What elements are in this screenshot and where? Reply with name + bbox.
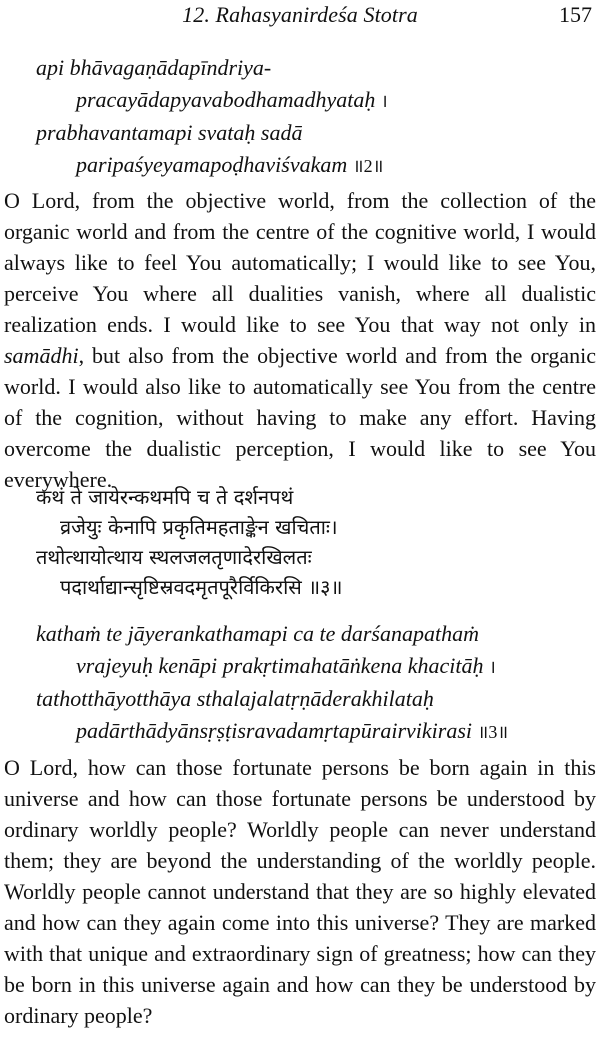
verse-line: kathaṁ te jāyerankathamapi ca te darśanapathaṁ	[36, 621, 479, 646]
verse-3-devanagari	[36, 482, 586, 602]
verse-line: api bhāvagaṇādapīndriya-	[36, 55, 272, 80]
verse-2-transliteration	[36, 52, 586, 182]
paragraph-verse-3-commentary: O Lord, how can those fortunate persons be born again in this universe and how can those fortunate persons be understood by ordinary worldly people? Worldly people can never understand them; they are beyond the understanding of the worldly people. Worldly people cannot understand that they are so highly elevated and how can they again come into this universe? They are marked with that unique and extraordinary sign of greatness; how can they be born in this universe again and how can they be understood by ordinary people?	[4, 755, 596, 1028]
verse-number: ॥2॥	[352, 155, 384, 176]
verse-line: vrajeyuḥ kenāpi prakṛtimahatāṅkena khacitāḥ ।	[76, 652, 496, 678]
devanagari-line: तथोत्थायोत्थाय स्थलजलतृणादेरखिलतः	[36, 545, 312, 569]
verse-number: ॥3॥	[477, 721, 509, 742]
running-header-title: 12. Rahasyanirdeśa Stotra	[182, 2, 418, 27]
italic-term: samādhi	[4, 343, 79, 368]
verse-3-transliteration	[36, 618, 586, 748]
verse-line: pracayādapyavabodhamadhyataḥ ।	[76, 86, 388, 112]
verse-line: tathotthāyotthāya sthalajalatṛṇāderakhilataḥ	[36, 686, 434, 711]
devanagari-line: कथं ते जायेरन्कथमपि च ते दर्शनपथं	[36, 485, 294, 509]
verse-line: prabhavantamapi svataḥ sadā	[36, 120, 303, 145]
devanagari-line: पदार्थाद्यान्सृष्टिस्रवदमृतपूरैर्विकिरसि ॥३॥	[60, 575, 343, 599]
verse-line: paripaśyeyamapoḍhaviśvakam ॥2॥	[76, 151, 384, 177]
devanagari-line: व्रजेयुः केनापि प्रकृतिमहताङ्केन खचिताः।	[60, 515, 338, 539]
verse-line: padārthādyānsṛṣṭisravadamṛtapūrairvikirasi ॥3॥	[76, 717, 509, 743]
verse-danda: ।	[489, 656, 496, 677]
paragraph-verse-2-commentary: O Lord, from the objective world, from the collection of the organic world and from the centre of the cognitive world, I would always like to feel You automatically; I would like to see You, perceive You where all dualities vanish, where all dualistic realization ends. I would like to see You that way not only in samādhi, but also from the objective world and from the organic world. I would also like to automatically see You from the centre of the cognition, without having to make any effort. Having overcome the dualistic perception, I would like to see You everywhere.	[4, 188, 596, 492]
page-number: 157	[559, 2, 592, 27]
verse-danda: ।	[380, 90, 388, 111]
